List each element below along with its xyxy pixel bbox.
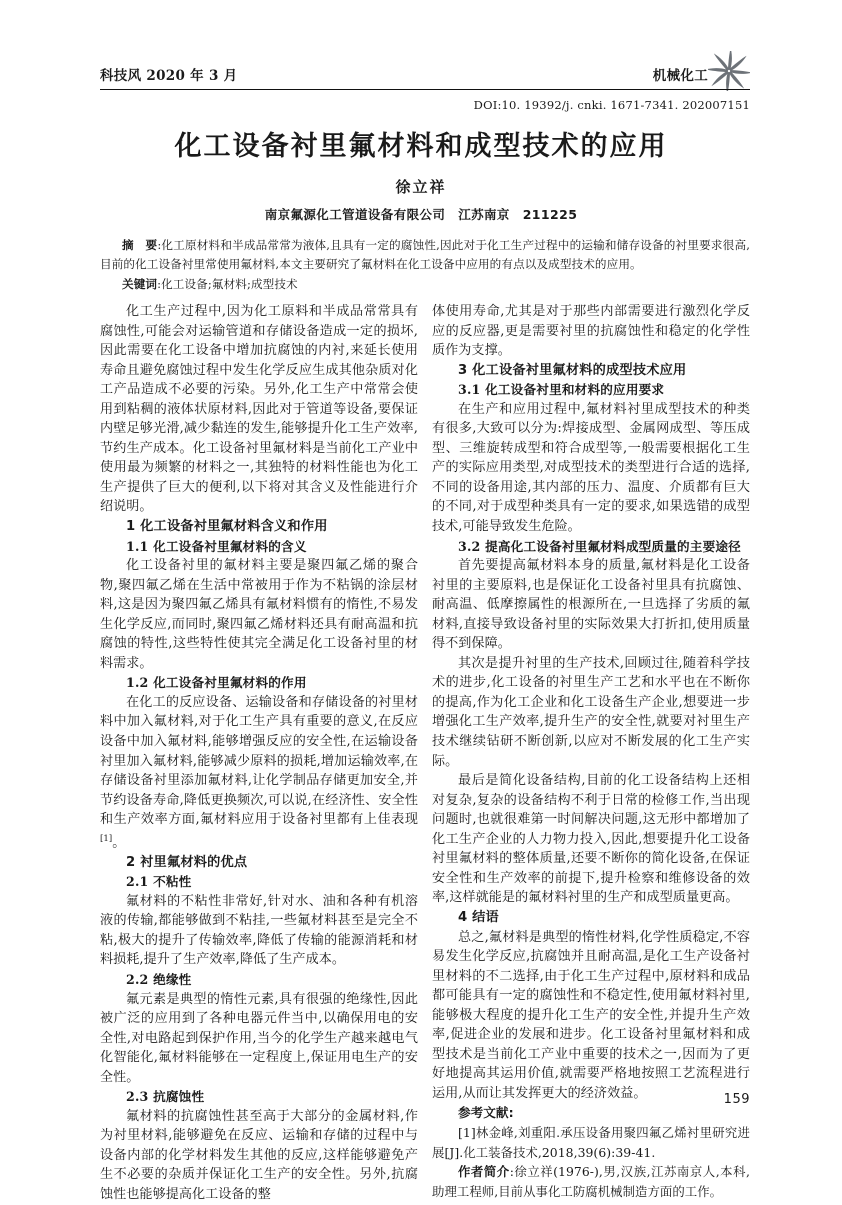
author-affiliation: 南京氟源化工管道设备有限公司 江苏南京 211225 bbox=[264, 207, 578, 222]
paragraph-1-1: 化工设备衬里的氟材料主要是聚四氟乙烯的聚合物,聚四氟乙烯在生活中常被用于作为不粘锅的涂层材料,这是因为聚四氟乙烯具有氟材料惯有的惰性,不易发生化学反应,而同时,聚四氟乙烯材料还具有耐高温和抗腐蚀的特性,这些特性使其完全满足化工设备衬里的材料需求。 bbox=[100, 558, 418, 671]
author-bio-text: :徐立祥(1976-),男,汉族,江苏南京人,本科,助理工程师,目前从事化工防腐机械制造方面的工作。 bbox=[432, 1164, 751, 1199]
author-bio-label: 作者简介 bbox=[458, 1164, 510, 1180]
heading-3-2: 3.2 提高化工设备衬里氟材料成型质量的主要途径 bbox=[458, 538, 741, 554]
paragraph-1-2-end: 。 bbox=[112, 835, 126, 851]
paragraph-1-2 bbox=[100, 693, 418, 853]
author-name: 徐立祥 bbox=[395, 178, 447, 196]
paragraph-3-2-c: 最后是简化设备结构,目前的化工设备结构上还相对复杂,复杂的设备结构不利于日常的检修工作,当出现问题时,也就很难第一时间解决问题,这无形中都增加了化工生产企业的人力物力投入,因此,想要提升化工设备衬里氟材料的整体质量,还要不断你的简化设备,在保证安全性和生产效率的前提下,提升检察和维修设备的效率,这样就能是的氟材料衬里的生产和成型质量更高。 bbox=[432, 773, 750, 906]
paragraph-3-1: 在生产和应用过程中,氟材料衬里成型技术的种类有很多,大致可以分为:焊接成型、金属网成型、等压成型、三维旋转成型和符合成型等,一般需要根据化工生产的实际应用类型,对成型技术的类型进行合适的选择,不同的设备用途,其内部的压力、温度、介质都有巨大的不同,对于成型种类具有一定的要求,如果选错的成型技术,可能导致发生危险。 bbox=[432, 401, 750, 535]
paragraph-2-2: 氟元素是典型的惰性元素,具有很强的绝缘性,因此被广泛的应用到了各种电器元件当中,以确保用电的安全性,对电路起到保护作用,当今的化学生产越来越电气化智能化,氟材料能够在一定程度上,保证用电生产的安全性。 bbox=[100, 991, 418, 1085]
heading-1-2: 1.2 化工设备衬里氟材料的作用 bbox=[126, 675, 307, 691]
paragraph-3-2-a: 首先要提高氟材料本身的质量,氟材料是化工设备衬里的主要原料,也是保证化工设备衬里具有抗腐蚀、耐高温、低摩擦属性的根源所在,一旦选择了劣质的氟材料,直接导致设备衬里的实际效果大打折扣,使用质量得不到保障。 bbox=[432, 558, 750, 652]
column-name-label: 机械化工 bbox=[652, 68, 708, 84]
abstract-label: 摘 要 bbox=[122, 238, 158, 252]
running-head bbox=[100, 64, 750, 94]
citation-marker: [1] bbox=[100, 833, 113, 844]
heading-2: 2 衬里氟材料的优点 bbox=[126, 854, 248, 870]
body-column-left bbox=[100, 302, 418, 1205]
heading-3: 3 化工设备衬里氟材料的成型技术应用 bbox=[458, 362, 687, 378]
keywords-text: :化工设备;氟材料;成型技术 bbox=[157, 277, 298, 291]
abstract-paragraph bbox=[100, 236, 750, 274]
abstract-block bbox=[100, 236, 750, 295]
paragraph-intro: 化工生产过程中,因为化工原料和半成品常常具有腐蚀性,可能会对运输管道和存储设备造成一定的损坏,因此需要在化工设备中增加抗腐蚀的内衬,来延长使用寿命且避免腐蚀过程中发生化学反应生成其他杂质对化工产品造成不必要的污染。另外,化工生产中常常会使用到粘稠的液体状原材料,因此对于管道等设备,要保证内壁足够光滑,减少黏连的发生,能够提升化工生产效率,节约生产成本。化工设备衬里氟材料是当前化工产业中使用最为频繁的材料之一,其独特的材料性能也为化工生产提供了巨大的便利,以下将对其含义及性能进行介绍说明。 bbox=[100, 304, 418, 515]
heading-2-3: 2.3 抗腐蚀性 bbox=[126, 1089, 205, 1105]
header-divider bbox=[100, 89, 750, 90]
doi-label: DOI:10. 19392/j. cnki. 1671-7341. 202007151 bbox=[473, 98, 750, 112]
heading-4: 4 结语 bbox=[458, 909, 499, 925]
paragraph-1-2-text: 在化工的反应设备、运输设备和存储设备的衬里材料中加入氟材料,对于化工生产具有重要的意义,在反应设备中加入氟材料,能够增强反应的安全性,在运输设备衬里加入氟材料,能够减少原料的损耗,增加运输效率,在存储设备衬里添加氟材料,让化学制品存储更加安全,并节约设备寿命,降低更换频次,可以说,在经济性、安全性和生产效率方面,氟材料应用于设备衬里都有上佳表现 bbox=[100, 694, 418, 828]
heading-1: 1 化工设备衬里氟材料含义和作用 bbox=[126, 519, 328, 535]
keywords-label: 关键词 bbox=[122, 277, 158, 291]
paragraph-4: 总之,氟材料是典型的惰性材料,化学性质稳定,不容易发生化学反应,抗腐蚀并且耐高温,是化工生产设备衬里材料的不二选择,由于化工生产过程中,原材料和成品都可能具有一定的腐蚀性和不稳定性,使用氟材料衬里,能够极大程度的提升化工生产的安全性,并提升生产效率,促进企业的发展和进步。化工设备衬里氟材料和成型技术是当前化工产业中重要的技术之一,因而为了更好地提高其运用价值,就需要严格地按照工艺流程进行运用,从而让其发挥更大的经济效益。 bbox=[432, 929, 750, 1101]
keywords-paragraph bbox=[100, 275, 750, 294]
paragraph-carryover: 体使用寿命,尤其是对于那些内部需要进行激烈化学反应的反应器,更是需要衬里的抗腐蚀性和稳定的化学性质作为支撑。 bbox=[432, 304, 750, 359]
heading-3-1: 3.1 化工设备衬里和材料的应用要求 bbox=[458, 382, 665, 398]
paragraph-2-1: 氟材料的不粘性非常好,针对水、油和各种有机溶液的传输,都能够做到不粘挂,一些氟材料甚至是完全不粘,极大的提升了传输效率,降低了传输的能源消耗和材料损耗,提升了生产效率,降低了生产成本。 bbox=[100, 893, 418, 968]
journal-issue-label: 科技风 2020 年 3 月 bbox=[100, 68, 238, 84]
abstract-text: :化工原材料和半成品常常为液体,且具有一定的腐蚀性,因此对于化工生产过程中的运输和储存设备的衬里要求很高,目前的化工设备衬里常使用氟材料,本文主要研究了氟材料在化工设备中应用的有点以及成型技术的应用。 bbox=[100, 238, 751, 271]
author-bio bbox=[432, 1162, 750, 1201]
bamboo-starburst-logo-icon bbox=[708, 51, 750, 91]
body-column-right bbox=[432, 302, 750, 1201]
page-number: 159 bbox=[723, 1092, 750, 1107]
heading-1-1: 1.1 化工设备衬里氟材料的含义 bbox=[126, 538, 307, 554]
paragraph-2-3: 氟材料的抗腐蚀性甚至高于大部分的金属材料,作为衬里材料,能够避免在反应、运输和存储的过程中与设备内部的化学材料发生其他的反应,这样能够避免产生不必要的杂质并保证化工生产的安全性。另外,抗腐蚀性也能够提高化工设备的整 bbox=[100, 1108, 418, 1202]
reference-item: [1]林金峰,刘重阳.承压设备用聚四氟乙烯衬里研究进展[J].化工装备技术,2018,39(6):39-41. bbox=[432, 1124, 750, 1160]
heading-2-1: 2.1 不粘性 bbox=[126, 874, 192, 890]
references-heading: 参考文献: bbox=[458, 1105, 514, 1121]
heading-2-2: 2.2 绝缘性 bbox=[126, 971, 192, 987]
article-title: 化工设备衬里氟材料和成型技术的应用 bbox=[174, 131, 668, 162]
paragraph-3-2-b: 其次是提升衬里的生产技术,回顾过往,随着科学技术的进步,化工设备的衬里生产工艺和水平也在不断你的提高,作为化工企业和化工设备生产企业,想要进一步增强化工生产效率,提升生产的安全性,就要对衬里生产技术继续钻研不断创新,以应对不断发展的化工生产实际。 bbox=[432, 655, 750, 769]
